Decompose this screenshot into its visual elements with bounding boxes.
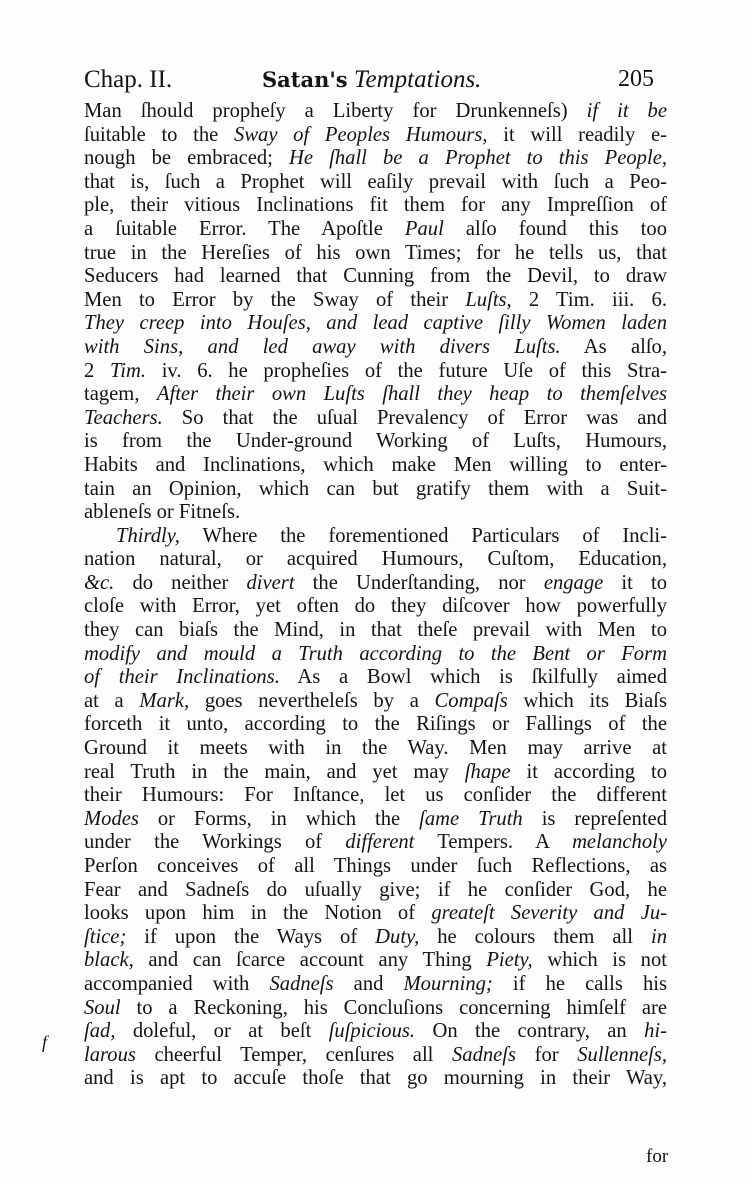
text-line <box>84 973 667 997</box>
text-line <box>84 501 667 525</box>
text-line <box>84 383 667 407</box>
text-span: Men to Error by the Sway of their <box>84 288 466 311</box>
text-span: if upon the Ways of <box>126 925 376 948</box>
text-span: cheerful Temper, cenſures all <box>135 1043 452 1066</box>
text-line <box>84 879 667 903</box>
text-span: which is not <box>532 949 667 972</box>
text-span: under the Workings of <box>84 831 346 854</box>
text-span: cloſe with Error, yet often do they diſcover how powerfully <box>84 595 667 618</box>
text-line <box>84 855 667 879</box>
text-line <box>84 808 667 832</box>
text-line <box>84 194 667 218</box>
text-span: to a Reckoning, his Concluſions concerning himſelf are <box>120 996 667 1019</box>
italic-span: different <box>345 831 415 854</box>
text-span: it will readily e- <box>487 123 667 146</box>
text-line <box>84 312 667 336</box>
text-line <box>84 360 667 384</box>
italic-span: ſad, <box>84 1020 116 1043</box>
italic-span: Paul <box>404 217 444 240</box>
chapter-label: Chap. II. <box>84 66 173 93</box>
italic-span: divert <box>246 571 295 594</box>
text-span: that is, ſuch a Prophet will eaſily prevail with ſuch a Peo- <box>84 170 667 193</box>
text-span: ple, their vitious Inclinations fit them for any Impreſſion of <box>84 194 667 217</box>
text-span: 2 <box>84 359 110 382</box>
text-span: or Forms, in which the <box>138 807 420 830</box>
text-span: nough be embraced; <box>84 147 290 170</box>
text-span: is repreſented <box>522 807 667 830</box>
text-span: nation natural, or acquired Humours, Cuſtom, Education, <box>84 548 667 571</box>
italic-span: black, <box>84 949 134 972</box>
text-line <box>84 572 667 596</box>
text-span: which its Biaſs <box>507 689 667 712</box>
italic-span: He ſhall be a Prophet to this People, <box>289 147 667 170</box>
text-line <box>84 619 667 643</box>
running-title-blackletter: Satan's <box>262 67 348 92</box>
text-line <box>84 407 667 431</box>
text-span: and is apt to accuſe thoſe that go mourning in their Way, <box>84 1067 667 1090</box>
text-span: do neither <box>114 571 247 594</box>
text-line <box>84 171 667 195</box>
italic-span: greateſt Severity and Ju- <box>431 902 667 925</box>
italic-span: Soul <box>84 996 121 1019</box>
text-line <box>84 430 667 454</box>
text-line <box>84 289 667 313</box>
text-line <box>84 548 667 572</box>
text-line <box>84 643 667 667</box>
text-span: Where the forementioned Particulars of Incli- <box>179 524 667 547</box>
italic-span: ſtice; <box>84 925 127 948</box>
text-span: for <box>516 1043 578 1066</box>
text-line <box>84 831 667 855</box>
text-line <box>84 1020 667 1044</box>
text-span: So that the uſual Prevalency of Error was and <box>162 406 667 429</box>
body-text <box>84 100 667 1091</box>
italic-span: After their own Luſts ſhall they heap to themſelves <box>156 383 667 406</box>
text-line <box>84 902 667 926</box>
text-line <box>84 690 667 714</box>
text-span: tain an Opinion, which can but gratify them with a Suit- <box>84 477 667 500</box>
text-line <box>84 454 667 478</box>
text-line <box>84 218 667 242</box>
catchword: for <box>646 1146 669 1167</box>
text-span: Habits and Inclinations, which make Men willing to enter- <box>84 453 667 476</box>
text-span: they can biaſs the Mind, in that theſe prevail with Men to <box>84 619 667 642</box>
text-span: it to <box>603 571 667 594</box>
text-span: 2 Tim. iii. 6. <box>511 288 667 311</box>
text-span: true in the Hereſies of his own Times; for he tells us, that <box>84 241 667 264</box>
italic-span: modify and mould a Truth according to the Bent or Form <box>84 642 667 665</box>
italic-span: Mourning; <box>403 972 493 995</box>
text-span: accompanied with <box>84 972 270 995</box>
italic-span: They creep into Houſes, and lead captive ſilly Women laden <box>84 312 667 335</box>
text-line <box>84 713 667 737</box>
running-title <box>262 66 481 94</box>
text-span: Ground it meets with in the Way. Men may arrive at <box>84 737 667 760</box>
italic-span: ſhape <box>464 760 511 783</box>
text-span: Tempers. A <box>414 831 573 854</box>
text-span: the Underſtanding, nor <box>294 571 544 594</box>
italic-span: Teachers. <box>84 406 163 429</box>
italic-span: with Sins, and led away with divers Luſts. <box>84 335 561 358</box>
text-line <box>84 595 667 619</box>
italic-span: Sadneſs <box>451 1043 517 1066</box>
text-span: As a Bowl which is ſkilfully aimed <box>279 666 667 689</box>
text-line <box>84 666 667 690</box>
text-span: alſo found this too <box>443 217 667 240</box>
text-line <box>84 949 667 973</box>
text-span: looks upon him in the Notion of <box>84 902 432 925</box>
text-line <box>84 525 667 549</box>
text-span: Seducers had learned that Cunning from the Devil, to draw <box>84 265 667 288</box>
text-span: at a <box>84 689 140 712</box>
italic-span: Sway of Peoples Humours, <box>234 123 488 146</box>
text-line <box>84 761 667 785</box>
italic-span: Mark, <box>139 689 190 712</box>
italic-span: Sullenneſs, <box>577 1043 667 1066</box>
text-span: On the contrary, an <box>415 1020 645 1043</box>
text-line <box>84 336 667 360</box>
italic-span: of their Inclinations. <box>84 666 280 689</box>
italic-span: hi- <box>644 1020 667 1043</box>
text-line <box>84 242 667 266</box>
text-span: As alſo, <box>560 335 667 358</box>
italic-span: if it be <box>586 100 667 122</box>
running-header <box>84 66 654 100</box>
text-span: tagem, <box>84 383 157 406</box>
italic-span: Sadneſs <box>269 972 334 995</box>
italic-span: in <box>650 925 667 948</box>
italic-span: &c. <box>84 571 115 594</box>
running-title-italic: Temptations. <box>353 66 482 93</box>
text-line <box>84 1044 667 1068</box>
text-span: ableneſs or Fitneſs. <box>84 501 241 524</box>
text-span: and <box>333 972 404 995</box>
margin-mark: f <box>42 1032 48 1052</box>
italic-span: melancholy <box>572 831 667 854</box>
text-line <box>84 147 667 171</box>
text-line <box>84 124 667 148</box>
text-span: Man ſhould propheſy a Liberty for Drunkenneſs) <box>84 100 587 122</box>
text-line <box>84 478 667 502</box>
text-span: Fear and Sadneſs do uſually give; if he conſider God, he <box>84 878 667 901</box>
text-span: if he calls his <box>492 972 667 995</box>
italic-span: larous <box>84 1043 136 1066</box>
text-span: doleful, or at beſt <box>115 1020 329 1043</box>
italic-span: Thirdly, <box>116 524 180 547</box>
text-line <box>84 100 667 124</box>
text-line <box>84 737 667 761</box>
italic-span: Modes <box>84 807 139 830</box>
text-span: Perſon conceives of all Things under ſuch Reflections, as <box>84 855 667 877</box>
italic-span: engage <box>543 571 604 594</box>
text-span: ſuitable to the <box>84 123 235 146</box>
text-span: real Truth in the main, and yet may <box>84 760 465 783</box>
italic-span: Tim. <box>109 359 147 382</box>
text-span: he colours them all <box>419 925 651 948</box>
text-span: iv. 6. he propheſies of the future Uſe of this Stra- <box>146 359 667 382</box>
text-span: a ſuitable Error. The Apoſtle <box>84 217 405 240</box>
text-span: it according to <box>510 760 667 783</box>
italic-span: Duty, <box>375 925 420 948</box>
text-line <box>84 1067 667 1091</box>
italic-span: Compaſs <box>434 689 508 712</box>
text-line <box>84 926 667 950</box>
text-span: is from the Under-ground Working of Luſts, Humours, <box>84 430 667 453</box>
text-line <box>84 265 667 289</box>
text-line <box>84 784 667 808</box>
text-span: goes nevertheleſs by a <box>189 689 435 712</box>
italic-span: ſame Truth <box>419 807 523 830</box>
italic-span: Piety, <box>486 949 533 972</box>
italic-span: ſuſpicious. <box>328 1020 416 1043</box>
text-span: and can ſcarce account any Thing <box>133 949 487 972</box>
italic-span: Luſts, <box>465 288 512 311</box>
text-span: their Humours: For Inſtance, let us conſider the different <box>84 784 667 807</box>
text-line <box>84 997 667 1021</box>
page-number: 205 <box>618 66 654 92</box>
text-span: forceth it unto, according to the Riſings or Fallings of the <box>84 713 667 736</box>
